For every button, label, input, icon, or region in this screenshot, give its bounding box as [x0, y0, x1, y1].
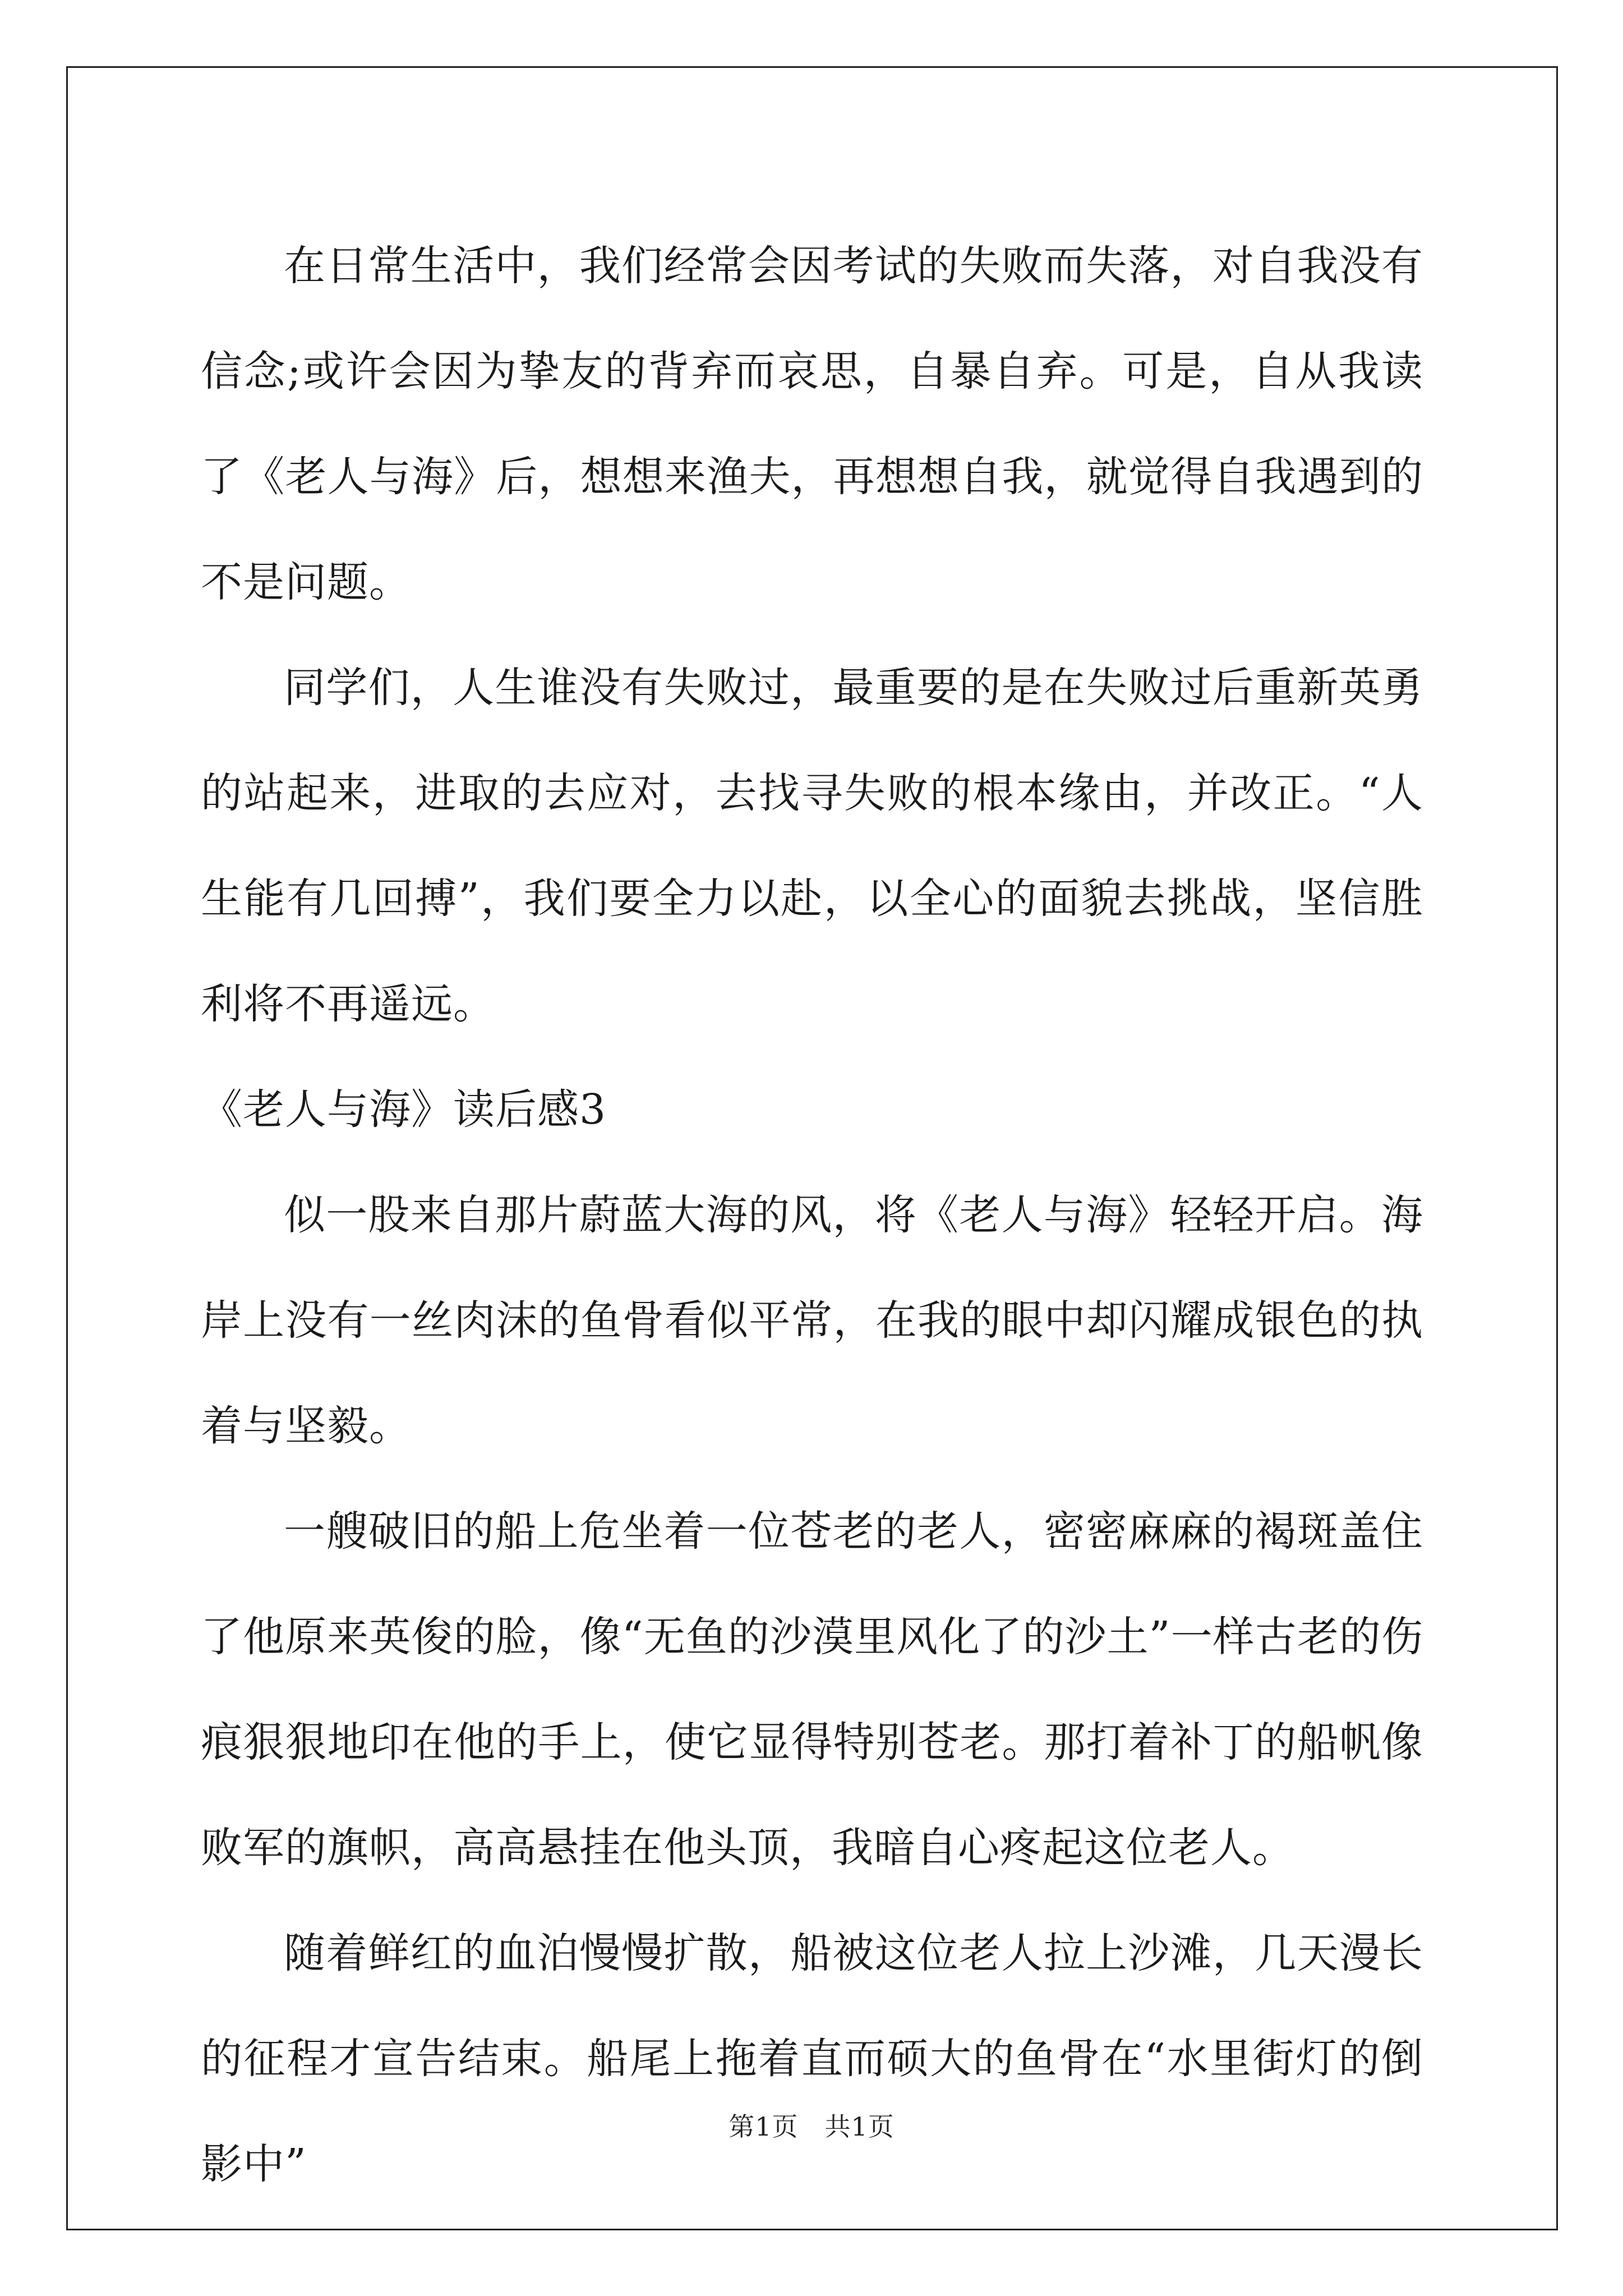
document-body	[201, 213, 1423, 2217]
paragraph: 在日常生活中，我们经常会因考试的失败而失落，对自我没有信念;或许会因为挚友的背弃而哀思，自暴自弃。可是，自从我读了《老人与海》后，想想来渔夫，再想想自我，就觉得自我遇到的不是问题。	[201, 242, 1423, 606]
paragraph: 似一股来自那片蔚蓝大海的风，将《老人与海》轻轻开启。海岸上没有一丝肉沫的鱼骨看似平常，在我的眼中却闪耀成银色的执着与坚毅。	[201, 1191, 1423, 1450]
paragraph: 一艘破旧的船上危坐着一位苍老的老人，密密麻麻的褐斑盖住了他原来英俊的脸，像“无鱼的沙漠里风化了的沙土”一样古老的伤痕狠狠地印在他的手上，使它显得特别苍老。那打着补丁的船帆像败军的旗帜，高高悬挂在他头顶，我暗自心疼起这位老人。	[201, 1507, 1423, 1872]
section-heading: 《老人与海》读后感3	[201, 1085, 607, 1134]
paragraph: 同学们，人生谁没有失败过，最重要的是在失败过后重新英勇的站起来，进取的去应对，去找寻失败的根本缘由，并改正。“人生能有几回搏”，我们要全力以赴，以全心的面貌去挑战，坚信胜利将不再遥远。	[201, 664, 1423, 1028]
page-number-footer: 第1页 共1页	[728, 2111, 895, 2142]
paragraph: 随着鲜红的血泊慢慢扩散，船被这位老人拉上沙滩，几天漫长的征程才宣告结束。船尾上拖着直而硕大的鱼骨在“水里街灯的倒影中”	[201, 1929, 1423, 2188]
